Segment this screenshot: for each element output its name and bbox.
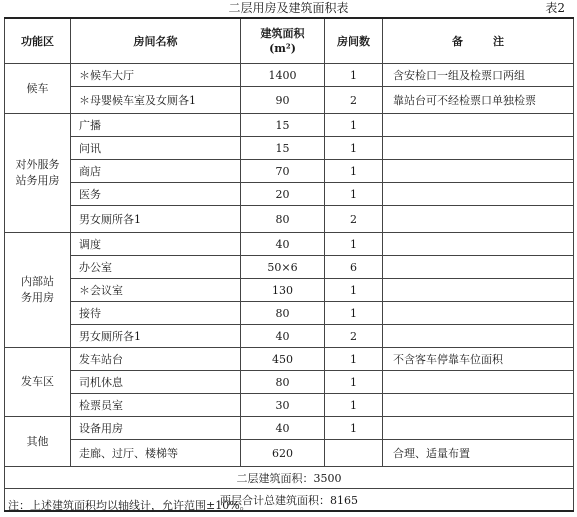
area-cell: 80 bbox=[241, 206, 325, 233]
table-body bbox=[5, 64, 574, 467]
area-cell: 50×6 bbox=[241, 256, 325, 279]
area-cell: 40 bbox=[241, 233, 325, 256]
remark-cell bbox=[383, 183, 574, 206]
remark-cell bbox=[383, 394, 574, 417]
area-cell: 620 bbox=[241, 440, 325, 467]
table-row bbox=[5, 64, 574, 87]
table-row bbox=[5, 325, 574, 348]
room-name-cell: 男女厕所各1 bbox=[71, 325, 241, 348]
category-line2: 站务用房 bbox=[15, 174, 60, 187]
table-row bbox=[5, 137, 574, 160]
category-line1: 对外服务 bbox=[15, 158, 60, 171]
floor2-total: 二层建筑面积：3500 bbox=[5, 467, 574, 489]
room-name-cell: 男女厕所各1 bbox=[71, 206, 241, 233]
table-number: 表2 bbox=[545, 1, 565, 15]
remark-cell: 合理、适量布置 bbox=[383, 440, 574, 467]
table-row bbox=[5, 348, 574, 371]
room-name-cell: 走廊、过厅、楼梯等 bbox=[71, 440, 241, 467]
remark-cell bbox=[383, 256, 574, 279]
area-cell: 80 bbox=[241, 371, 325, 394]
count-cell: 6 bbox=[325, 256, 383, 279]
table-row bbox=[5, 394, 574, 417]
header-area-line1: 建筑面积 bbox=[260, 27, 305, 40]
area-cell: 450 bbox=[241, 348, 325, 371]
header-room: 房间名称 bbox=[71, 18, 241, 64]
remark-cell bbox=[383, 371, 574, 394]
room-name-cell: 调度 bbox=[71, 233, 241, 256]
count-cell: 2 bbox=[325, 206, 383, 233]
area-cell: 90 bbox=[241, 87, 325, 114]
remark-cell bbox=[383, 417, 574, 440]
table-row bbox=[5, 183, 574, 206]
header-remark-b: 注 bbox=[493, 34, 504, 48]
footnote: 注：上述建筑面积均以轴线计，允许范围±10%。 bbox=[8, 499, 251, 512]
count-cell: 1 bbox=[325, 183, 383, 206]
grand-total: 两层合计总建筑面积：8165 bbox=[5, 489, 574, 512]
remark-cell: 含安检口一组及检票口两组 bbox=[383, 64, 574, 87]
area-cell: 1400 bbox=[241, 64, 325, 87]
table-row bbox=[5, 302, 574, 325]
header-remark bbox=[383, 18, 574, 64]
room-name-cell: 设备用房 bbox=[71, 417, 241, 440]
category-line1: 发车区 bbox=[21, 375, 54, 388]
remark-cell bbox=[383, 302, 574, 325]
count-cell: 1 bbox=[325, 394, 383, 417]
area-cell: 15 bbox=[241, 137, 325, 160]
area-cell: 20 bbox=[241, 183, 325, 206]
header-area-line2: (m²) bbox=[269, 42, 296, 55]
remark-cell bbox=[383, 279, 574, 302]
remark-cell bbox=[383, 114, 574, 137]
area-cell: 40 bbox=[241, 417, 325, 440]
remark-cell bbox=[383, 206, 574, 233]
category-cell bbox=[5, 417, 71, 467]
room-name-cell: 办公室 bbox=[71, 256, 241, 279]
room-name-cell: 检票员室 bbox=[71, 394, 241, 417]
count-cell: 1 bbox=[325, 371, 383, 394]
count-cell: 1 bbox=[325, 114, 383, 137]
count-cell: 1 bbox=[325, 137, 383, 160]
remark-cell bbox=[383, 137, 574, 160]
area-table bbox=[4, 17, 574, 512]
room-name-cell: 商店 bbox=[71, 160, 241, 183]
count-cell: 1 bbox=[325, 279, 383, 302]
header-area bbox=[241, 18, 325, 64]
table-header-row bbox=[5, 18, 574, 64]
room-name-cell: 问讯 bbox=[71, 137, 241, 160]
table-row bbox=[5, 233, 574, 256]
count-cell: 1 bbox=[325, 64, 383, 87]
category-cell bbox=[5, 64, 71, 114]
category-cell bbox=[5, 348, 71, 417]
table-row bbox=[5, 160, 574, 183]
count-cell: 1 bbox=[325, 348, 383, 371]
count-cell: 1 bbox=[325, 302, 383, 325]
area-cell: 130 bbox=[241, 279, 325, 302]
room-name-cell: 发车站台 bbox=[71, 348, 241, 371]
remark-cell: 不含客车停靠车位面积 bbox=[383, 348, 574, 371]
count-cell: 1 bbox=[325, 160, 383, 183]
table-row bbox=[5, 256, 574, 279]
area-cell: 15 bbox=[241, 114, 325, 137]
remark-cell: 靠站台可不经检票口单独检票 bbox=[383, 87, 574, 114]
table-row bbox=[5, 114, 574, 137]
header-category: 功能区 bbox=[5, 18, 71, 64]
header-remark-a: 备 bbox=[452, 34, 463, 48]
category-cell bbox=[5, 233, 71, 348]
room-name-cell: ＊会议室 bbox=[71, 279, 241, 302]
room-name-cell: ＊母婴候车室及女厕各1 bbox=[71, 87, 241, 114]
table-row bbox=[5, 87, 574, 114]
count-cell: 1 bbox=[325, 417, 383, 440]
category-line1: 内部站 bbox=[21, 275, 54, 288]
room-name-cell: 医务 bbox=[71, 183, 241, 206]
table-row bbox=[5, 371, 574, 394]
count-cell bbox=[325, 440, 383, 467]
room-name-cell: ＊候车大厅 bbox=[71, 64, 241, 87]
category-line1: 候车 bbox=[26, 81, 49, 95]
count-cell: 2 bbox=[325, 325, 383, 348]
room-name-cell: 接待 bbox=[71, 302, 241, 325]
area-cell: 80 bbox=[241, 302, 325, 325]
area-cell: 40 bbox=[241, 325, 325, 348]
table-row bbox=[5, 440, 574, 467]
count-cell: 2 bbox=[325, 87, 383, 114]
table-row bbox=[5, 417, 574, 440]
area-cell: 70 bbox=[241, 160, 325, 183]
room-name-cell: 司机休息 bbox=[71, 371, 241, 394]
table-row bbox=[5, 206, 574, 233]
header-count: 房间数 bbox=[325, 18, 383, 64]
category-line2: 务用房 bbox=[21, 291, 54, 304]
summary-row-floor2 bbox=[5, 467, 574, 489]
table-row bbox=[5, 279, 574, 302]
remark-cell bbox=[383, 233, 574, 256]
count-cell: 1 bbox=[325, 233, 383, 256]
remark-cell bbox=[383, 160, 574, 183]
table-title: 二层用房及建筑面积表 bbox=[228, 1, 349, 15]
area-cell: 30 bbox=[241, 394, 325, 417]
category-line1: 其他 bbox=[26, 434, 49, 448]
room-name-cell: 广播 bbox=[71, 114, 241, 137]
remark-cell bbox=[383, 325, 574, 348]
category-cell bbox=[5, 114, 71, 233]
